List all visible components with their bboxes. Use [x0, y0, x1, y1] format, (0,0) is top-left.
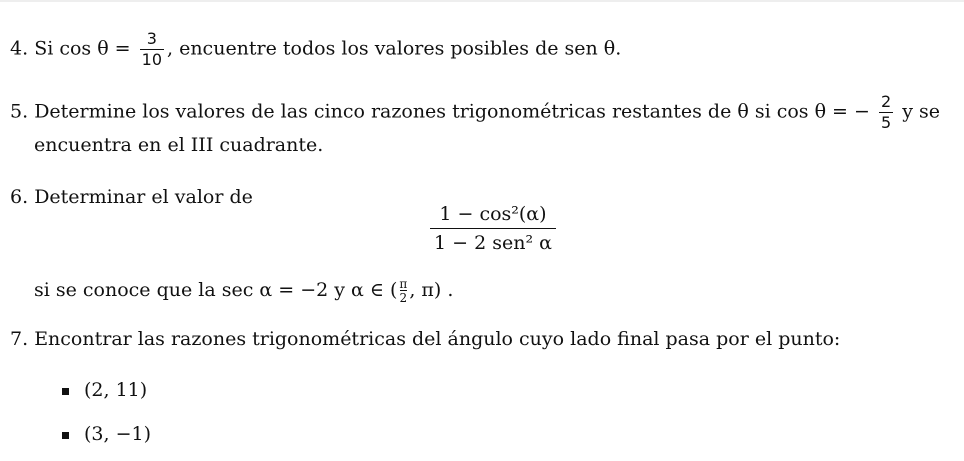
condition-fraction-denominator: 2 — [399, 291, 408, 305]
problem-7 — [10, 328, 840, 350]
problem-4-fraction — [140, 31, 164, 68]
bullet-icon — [62, 432, 69, 439]
problem-5-number: 5. — [10, 100, 29, 123]
problem-5-text-after: y se — [902, 100, 940, 123]
fraction-numerator: 2 — [880, 92, 892, 111]
fraction-denominator: 5 — [880, 113, 892, 132]
problem-7-number: 7. — [10, 328, 29, 350]
problem-4-number: 4. — [10, 37, 29, 60]
problem-6-condition — [34, 278, 453, 304]
problem-6-number: 6. — [10, 186, 29, 208]
point-item: (3, −1) — [84, 423, 152, 445]
problem-7-text: Encontrar las razones trigonométricas del ángulo cuyo lado final pasa por el punto: — [34, 328, 841, 350]
fraction-denominator: 10 — [141, 50, 162, 69]
condition-fraction-numerator: π — [399, 277, 408, 291]
point-item: (2, 11) — [84, 379, 148, 401]
problem-4 — [10, 31, 621, 68]
condition-text-before: si se conoce que la sec α = −2 y α ∈ ( — [34, 279, 398, 301]
problem-5-fraction — [879, 94, 893, 131]
bullet-icon — [62, 388, 69, 395]
problem-6 — [10, 186, 253, 208]
problem-5 — [10, 94, 940, 131]
problem-4-text-after: , encuentre todos los valores posibles de sen θ. — [167, 37, 622, 60]
top-divider — [0, 0, 964, 2]
condition-text-after: , π) . — [409, 279, 454, 301]
problem-6-expression — [430, 203, 556, 254]
problem-4-text-before: Si cos θ = — [34, 37, 131, 60]
problem-5-text-before: Determine los valores de las cinco razones trigonométricas restantes de θ si cos θ = − — [34, 100, 870, 123]
expression-denominator: 1 − 2 sen² α — [430, 228, 556, 254]
problem-5-line-2: encuentra en el III cuadrante. — [34, 134, 324, 156]
expression-numerator: 1 − cos²(α) — [439, 203, 547, 225]
fraction-numerator: 3 — [146, 29, 157, 48]
condition-fraction — [399, 278, 407, 304]
problem-6-text: Determinar el valor de — [34, 186, 253, 208]
